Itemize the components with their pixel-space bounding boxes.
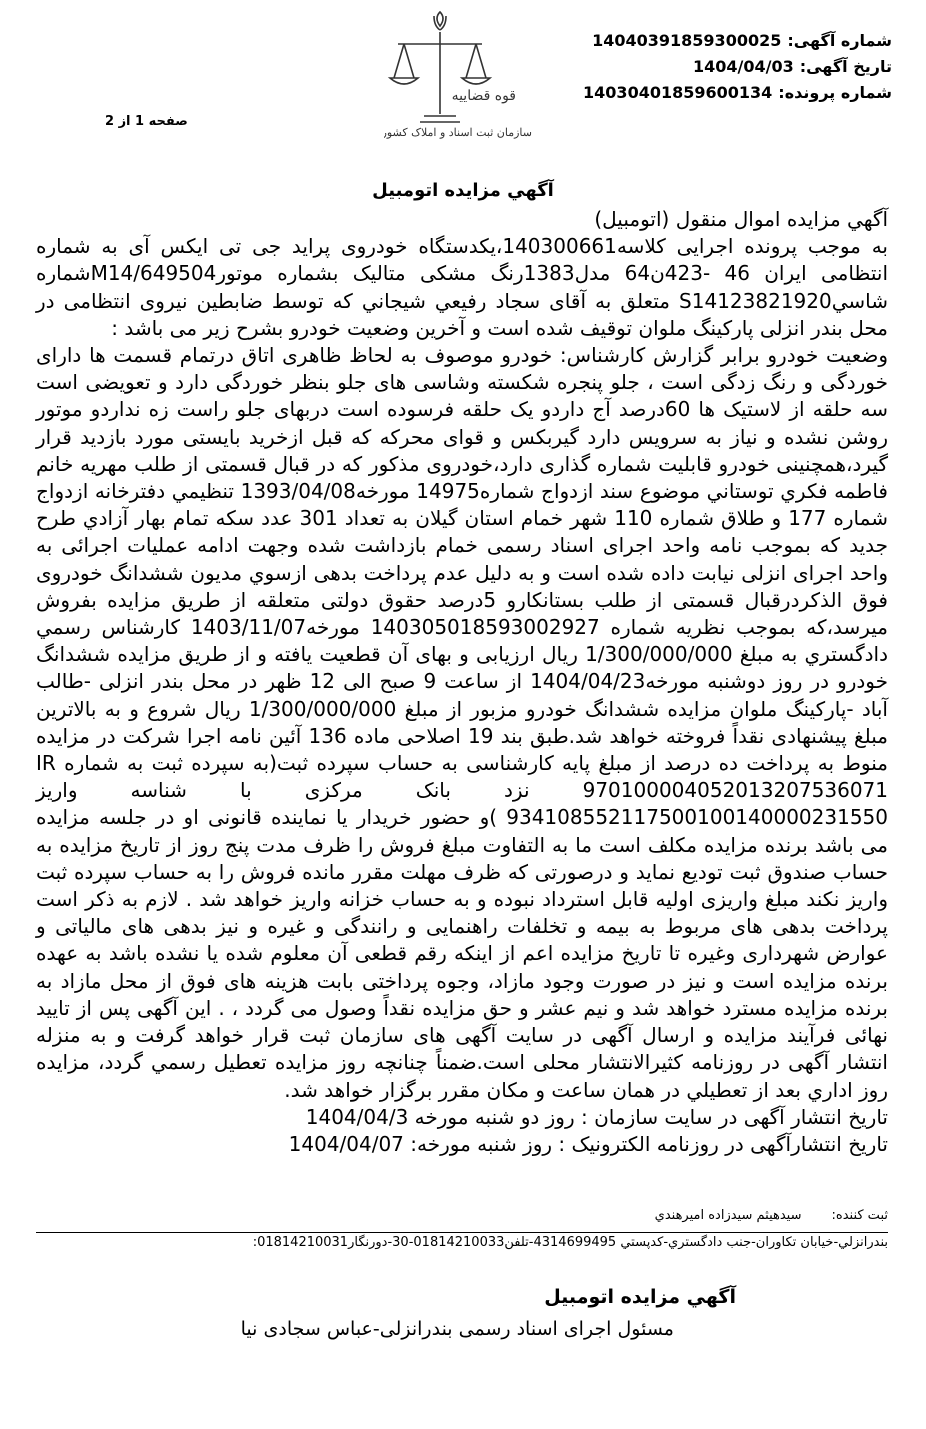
case-number-row xyxy=(583,80,892,106)
publication-date-site: تاريخ انتشار آگهی در سایت سازمان : روز دو شنبه مورخه 1404/04/3 xyxy=(305,1104,888,1129)
case-number: 14030401859600134 xyxy=(583,83,773,102)
signature-officer: مسئول اجرای اسناد رسمی بندرانزلی-عباس سجادی نیا xyxy=(240,1318,674,1340)
ad-number-row xyxy=(583,28,892,54)
ad-date-label: تاریخ آگهی: xyxy=(799,57,892,76)
ad-date: 1404/04/03 xyxy=(692,57,794,76)
scales-of-justice-icon xyxy=(384,4,534,154)
emblem-text-1: قوه قضاییه xyxy=(451,88,516,104)
page-number: صفحه 1 از 2 xyxy=(105,114,188,129)
case-number-label: شماره پرونده: xyxy=(778,83,892,102)
office-address: بندرانزلي-خيابان تكاوران-جنب دادگستري-كدپستي 4314699495-تلفن01814210033-30-دورنگار01814210031: xyxy=(36,1232,888,1250)
registrar-name: سیدهیثم سیدزاده امیرهندي xyxy=(654,1208,802,1223)
notice-paragraph-details: وضعیت خودرو برابر گزارش کارشناس: خودرو موصوف به لحاظ ظاهری اتاق درتمام قسمت ها دارای خوردگی و رنگ زدگی است ، جلو پنجره شکسته وشاسی های جلو بنظر خوردگی دارد و تعویضی است سه حلقه از لاستیک ها 60درصد آج داردو یک حلقه فرسوده است دربهای جلو راست زه نداردو موتور روشن نشده و نیاز به سرویس دارد گیربکس و قوای محرکه که قبل ازخرید بایستی مورد بازدید قرار گیرد،همچنینی خودرو قابلیت شماره گذاری دارد،خودروی مذکور که در قبال قسمتی از طلب مهريه خانم فاطمه فكري توستاني موضوع سند ازدواج شماره14975 مورخه1393/04/08 تنظيمي دفترخانه ازدواج شماره 177 و طلاق شماره 110 شهر خمام استان گیلان به تعداد 301 عدد سكه تمام بهار آزادي طرح جديد كه بموجب نامه واحد اجرای اسناد رسمی خمام بازداشت شده وجهت ادامه عملیات اجرائی به واحد اجرای انزلی نیابت داده شده است و به دلیل عدم پرداخت بدهی ازسوي مديون ششدانگ خودروی فوق الذکردرقبال قسمتی از طلب بستانکارو 5درصد حقوق دولتی متعلقه از طریق مزایده بفروش میرسد،که بموجب نظريه شماره 140305018593002927 مورخه1403/11/07 کارشناس رسمي دادگستري به مبلغ 1/300/000/000 ریال ارزیابی و بهای آن قطعیت یافته و از طریق مزایده ششدانگ خودرو در روز دوشنبه مورخه1404/04/23 از ساعت 9 صبح الی 12 ظهر در محل بندر انزلی -طالب آباد -پارکینگ ملوان مزایده ششدانگ خودرو مزبور از مبلغ 1/300/000/000 ریال شروع و به بالاترین مبلغ پیشنهادی نقداً فروخته خواهد شد.طبق بند 19 اصلاحی ماده 136 آئین نامه اجرا شرکت در مزایده منوط به پرداخت ده درصد از مبلغ پایه کارشناسی به حساب سپرده ثبت(به سپرده ثبت به شماره IR 970100004052013207536071 نزد بانک مرکزی با شناسه واریز 934108552117500100140000231550 )و حضور خریدار یا نماینده قانونی او در جلسه مزایده می باشد برنده مزایده مکلف است ما به التفاوت مبلغ فروش را ظرف مدت پنج روز از تاریخ مزایده به حساب صندوق ثبت تودیع نماید و درصورتی که ظرف مهلت مقرر مانده فروش را به حساب سپرده ثبت واریز نکند مبلغ واریزی اولیه قابل استرداد نبوده و به حساب خزانه واریز خواهد شد . لازم به ذکر است پرداخت بدهی های مربوط به بیمه و تخلفات راهنمایی و رانندگی و غیره و نیز بدهی های مالیاتی و عوارض شهرداری وغیره تا تاریخ مزایده اعم از اینکه رقم قطعی آن معلوم شده یا نشده باشد به عهده برنده مزایده است و نیز در صورت وجود مازاد، وجوه پرداختی بابت هزینه های فوق از محل مازاد به برنده مزایده مسترد خواهد شد و نیم عشر و حق مزایده نقداً وصول می گردد ، . این آگهی پس از تایید نهائی فرآیند مزایده و ارسال آگهی در سایت آگهی های سازمان ثبت قرار خواهد گرفت و به منزله انتشار آگهی در روزنامه كثيرالانتشار محلی است.ضمناً چنانچه روز مزايده تعطيل رسمي گردد، مزايده روز اداري بعد از تعطيلي در همان ساعت و مكان مقرر برگزار خواهد شد. xyxy=(36,343,888,1102)
notice-subtitle: آگهي مزايده اموال منقول (اتومبيل) xyxy=(594,207,888,231)
judiciary-emblem xyxy=(384,4,534,154)
publication-date-newspaper: تاريخ انتشارآگهی در روزنامه الکترونیک : روز شنبه مورخه: 1404/04/07 xyxy=(288,1131,888,1156)
ad-date-row xyxy=(583,54,892,80)
registrar-line xyxy=(655,1208,888,1223)
ad-number: 14040391859300025 xyxy=(592,31,782,50)
ad-meta-block xyxy=(583,28,892,106)
ad-number-label: شماره آگهی: xyxy=(787,31,892,50)
signature-title: آگهي مزايده اتومبيل xyxy=(544,1286,736,1308)
emblem-text-2: سازمان ثبت اسناد و املاک کشور xyxy=(384,126,532,139)
registrar-label: ثبت کننده: xyxy=(831,1208,888,1223)
notice-paragraph-vehicle: به موجب پرونده اجرایی کلاسه140300661،یکدستگاه خودروی پراید جی تی ایکس آی به شماره انتظامی ایران 46 -423ن64 مدل1383رنگ مشکی متالیک بشماره موتورM14/649504شماره شاسيS14123821920 متعلق به آقای سجاد رفيعي شيجاني که توسط ضابطین نیروی انتظامی در محل بندر انزلی پارکینگ ملوان توقیف شده است و آخرین وضعیت خودرو بشرح زیر می باشد : xyxy=(36,234,888,340)
notice-body xyxy=(36,206,888,1158)
page-title: آگهي مزايده اتومبيل xyxy=(372,180,554,201)
